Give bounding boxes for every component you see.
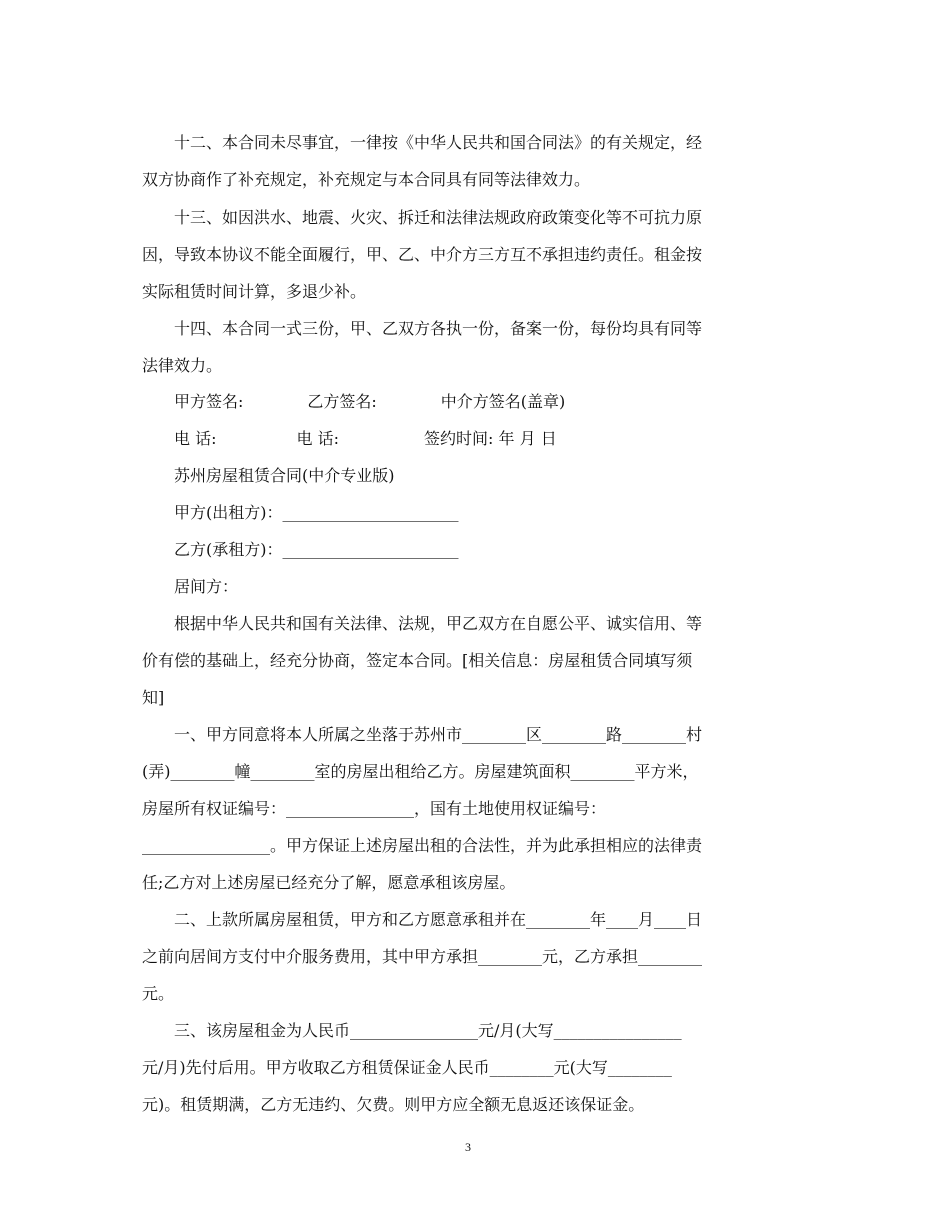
text-line: 三、该房屋租金为人民币________________元/月(大写________________ <box>142 1021 682 1040</box>
contract-title: 苏州房屋租赁合同(中介专业版) <box>142 466 395 485</box>
intermediary-field: 居间方： <box>142 577 239 596</box>
text-line: 之前向居间方支付中介服务费用，其中甲方承担________元，乙方承担________ <box>142 947 703 966</box>
text-line: 因，导致本协议不能全面履行，甲、乙、中介方三方互不承担违约责任。租金按 <box>142 245 703 264</box>
text-line: 房屋所有权证编号：________________，国有土地使用权证编号： <box>142 799 607 818</box>
text-line: 元。 <box>142 984 175 1003</box>
text-line: 法律效力。 <box>142 356 223 375</box>
lessee-field: 乙方(承租方)：______________________ <box>142 540 459 559</box>
text-line: 二、上款所属房屋租赁，甲方和乙方愿意承租并在________年____月____日 <box>142 910 703 929</box>
text-line: 十三、如因洪水、地震、火灾、拆迁和法律法规政府政策变化等不可抗力原 <box>142 208 703 227</box>
text-line: 根据中华人民共和国有关法律、法规，甲乙双方在自愿公平、诚实信用、等 <box>142 614 703 633</box>
text-line: 知] <box>142 688 165 707</box>
page-number: 3 <box>465 1140 471 1154</box>
text-line: ________________。甲方保证上述房屋出租的合法性，并为此承担相应的法律责 <box>142 836 703 855</box>
text-line: 十四、本合同一式三份，甲、乙双方各执一份，备案一份，每份均具有同等 <box>142 319 703 338</box>
text-line: 元/月)先付后用。甲方收取乙方租赁保证金人民币________元(大写________ <box>142 1058 672 1077</box>
text-line: 十二、本合同未尽事宜，一律按《中华人民共和国合同法》的有关规定，经 <box>142 133 703 152</box>
text-line: 双方协商作了补充规定，补充规定与本合同具有同等法律效力。 <box>142 170 591 189</box>
text-line: 价有偿的基础上，经充分协商，签定本合同。[相关信息：房屋租赁合同填写须 <box>142 651 693 670</box>
text-line: 元)。租赁期满，乙方无违约、欠费。则甲方应全额无息返还该保证金。 <box>142 1095 645 1114</box>
signature-line: 甲方签名: 乙方签名: 中介方签名(盖章) <box>142 392 566 411</box>
contact-line: 电 话: 电 话: 签约时间: 年 月 日 <box>142 429 557 448</box>
text-line: 任;乙方对上述房屋已经充分了解，愿意承租该房屋。 <box>142 873 516 892</box>
text-line: (弄)________幢________室的房屋出租给乙方。房屋建筑面积________平方米， <box>142 762 699 781</box>
lessor-field: 甲方(出租方)：______________________ <box>142 503 459 522</box>
text-line: 一、甲方同意将本人所属之坐落于苏州市________区________路________村 <box>142 725 703 744</box>
text-line: 实际租赁时间计算，多退少补。 <box>142 282 367 301</box>
